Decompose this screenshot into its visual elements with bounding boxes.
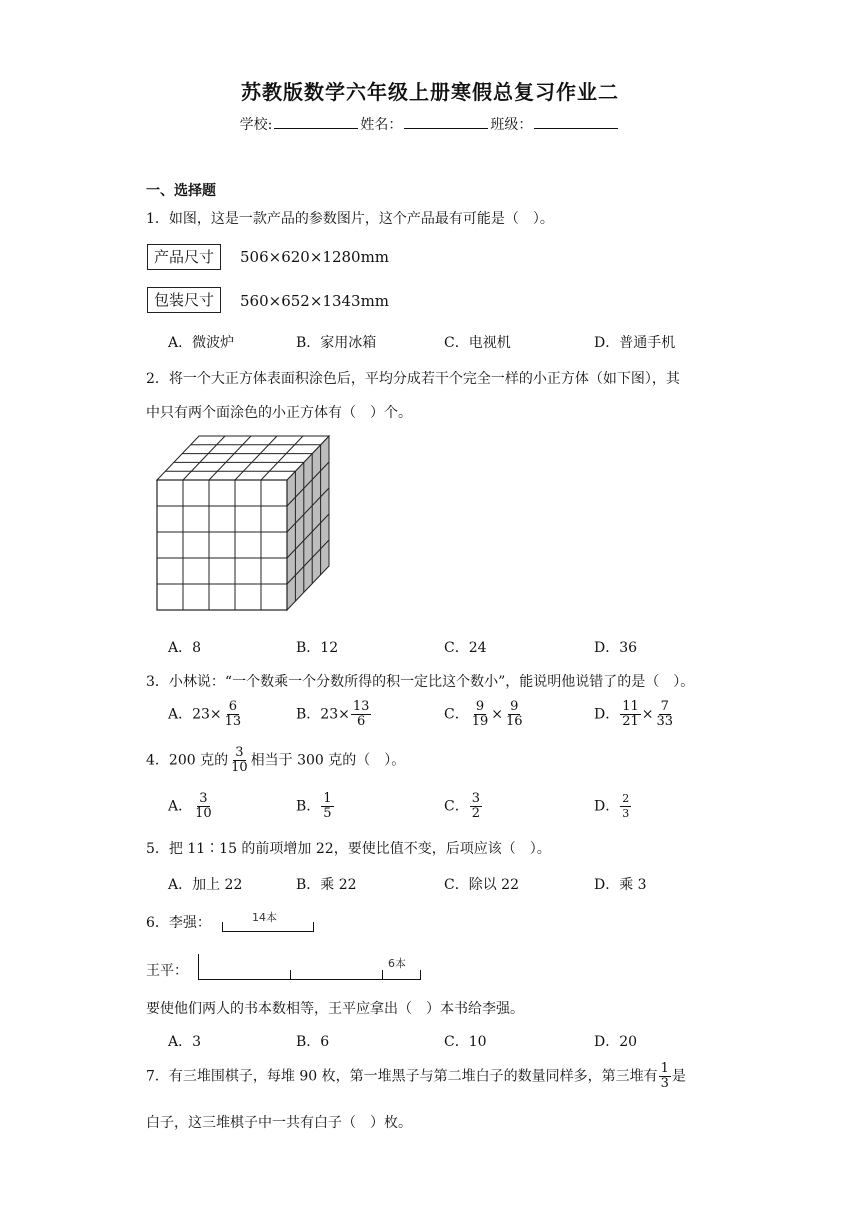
- q4-c-prefix: C．: [444, 798, 469, 815]
- numerator: 1: [323, 791, 332, 806]
- cube-figure: [150, 432, 340, 614]
- section-title: 一、选择题: [146, 183, 216, 199]
- numerator: 3: [235, 745, 244, 760]
- q1-option-b[interactable]: B．家用冰箱: [296, 335, 377, 351]
- q6-option-b[interactable]: B．6: [296, 1034, 330, 1050]
- times-sign: ×: [641, 706, 654, 723]
- numerator: 2: [622, 792, 630, 805]
- class-label: 班级：: [490, 117, 533, 133]
- q2-option-c[interactable]: C．24: [444, 640, 487, 656]
- question-6-text: 要使他们两人的书本数相等，王平应拿出（ ）本书给李强。: [146, 1001, 524, 1017]
- q4-a-prefix: A．: [168, 798, 193, 815]
- denominator: 10: [195, 806, 212, 821]
- q7-fraction: [659, 1062, 671, 1091]
- q4-c-fraction: [470, 792, 482, 821]
- q3-option-a[interactable]: [168, 700, 244, 729]
- q4-d-prefix: D．: [594, 798, 620, 815]
- q4-text-a: 4．200 克的: [146, 752, 229, 769]
- q5-option-b[interactable]: B．乘 22: [296, 877, 357, 893]
- q4-b-prefix: B．: [296, 798, 321, 815]
- denominator: 2: [471, 806, 480, 821]
- denominator: 33: [656, 714, 674, 729]
- times-sign: ×: [491, 706, 503, 723]
- q1-option-c[interactable]: C．电视机: [444, 335, 511, 351]
- q3-b-fraction: [351, 700, 372, 729]
- question-2-line-2: 中只有两个面涂色的小正方体有（ ）个。: [146, 405, 412, 421]
- name-blank[interactable]: [404, 114, 488, 129]
- q5-option-a[interactable]: A．加上 22: [168, 877, 243, 893]
- question-4-text: [146, 746, 405, 775]
- numerator: 9: [475, 699, 485, 714]
- q5-option-c[interactable]: C．除以 22: [444, 877, 519, 893]
- q3-b-prefix: B．23×: [296, 706, 350, 723]
- q1-option-a[interactable]: A．微波炉: [168, 335, 235, 351]
- student-info-line: [0, 114, 860, 134]
- wang-bar-end-tick: [420, 970, 421, 980]
- page-title: 苏教版数学六年级上册寒假总复习作业二: [241, 80, 619, 104]
- wang-bar-mid-tick: [382, 970, 383, 980]
- q6-option-c[interactable]: C．10: [444, 1034, 487, 1050]
- wang-bar-start-tick: [198, 954, 199, 980]
- q6-option-a[interactable]: A．3: [168, 1034, 202, 1050]
- numerator: 3: [199, 791, 208, 806]
- q3-d-fraction-1: [620, 700, 641, 729]
- q3-c-fraction-1: [470, 700, 491, 729]
- q3-a-prefix: A．23×: [168, 706, 222, 723]
- q4-text-b: 相当于 300 克的（ ）。: [250, 752, 406, 769]
- wang-segment-bar: [198, 970, 420, 980]
- q7-text-b: 是: [671, 1068, 686, 1085]
- q4-option-c[interactable]: [444, 792, 483, 821]
- q3-option-d[interactable]: [594, 700, 676, 729]
- q4-option-b[interactable]: [296, 792, 335, 821]
- denominator: 21: [622, 714, 639, 729]
- wang-book-count-tag: 6本: [388, 957, 406, 970]
- li-bar-start-tick: [222, 922, 223, 932]
- denominator: 19: [471, 714, 489, 729]
- wang-bar-mid-tick: [290, 970, 291, 980]
- question-1-text: 1．如图，这是一款产品的参数图片，这个产品最有可能是（ ）。: [146, 211, 554, 227]
- denominator: 3: [622, 807, 630, 820]
- q4-b-fraction: [321, 792, 333, 821]
- q6-option-d[interactable]: D．20: [594, 1034, 638, 1050]
- q3-option-c[interactable]: [444, 700, 526, 729]
- numerator: 1: [660, 1061, 669, 1076]
- q1-option-d[interactable]: D．普通手机: [594, 335, 676, 351]
- q4-fraction: [229, 746, 250, 775]
- q3-d-fraction-2: [655, 700, 676, 729]
- denominator: 5: [323, 806, 332, 821]
- denominator: 3: [660, 1076, 669, 1091]
- q3-d-prefix: D．: [594, 706, 620, 723]
- school-label: 学校:: [239, 117, 273, 133]
- question-3-text: 3．小林说：“一个数乘一个分数所得的积一定比这个数小”，能说明他说错了的是（ ）。: [146, 674, 695, 690]
- question-5-text: 5．把 11∶15 的前项增加 22，要使比值不变，后项应该（ ）。: [146, 841, 551, 857]
- product-size-value: 506×620×1280mm: [240, 248, 390, 266]
- denominator: 16: [506, 714, 523, 729]
- q4-option-d[interactable]: [594, 792, 632, 821]
- question-2-line-1: 2．将一个大正方体表面积涂色后，平均分成若干个完全一样的小正方体（如下图），其: [146, 371, 680, 387]
- q4-d-fraction: [620, 792, 631, 821]
- denominator: 10: [231, 760, 248, 775]
- q7-text-a: 7．有三堆围棋子，每堆 90 枚，第一堆黑子与第二堆白子的数量同样多，第三堆有: [146, 1068, 658, 1085]
- q3-c-prefix: C．: [444, 706, 469, 723]
- numerator: 13: [352, 699, 370, 714]
- q2-option-d[interactable]: D．36: [594, 640, 638, 656]
- q6-li-label: 6．李强：: [146, 915, 211, 931]
- package-size-value: 560×652×1343mm: [240, 292, 390, 310]
- numerator: 7: [660, 699, 669, 714]
- li-book-count-tag: 14本: [252, 911, 277, 924]
- q4-a-fraction: [193, 792, 214, 821]
- numerator: 6: [228, 699, 238, 714]
- q3-c-fraction-2: [504, 700, 525, 729]
- denominator: 6: [356, 714, 366, 729]
- li-segment-bar: [222, 922, 314, 932]
- numerator: 3: [471, 791, 480, 806]
- numerator: 9: [510, 699, 519, 714]
- package-size-label: 包装尺寸: [147, 287, 221, 313]
- q3-option-b[interactable]: [296, 700, 372, 729]
- class-blank[interactable]: [534, 114, 618, 129]
- q3-a-fraction: [223, 700, 244, 729]
- numerator: 11: [622, 699, 639, 714]
- q2-option-b[interactable]: B．12: [296, 640, 339, 656]
- school-blank[interactable]: [274, 114, 358, 129]
- denominator: 13: [224, 714, 242, 729]
- q2-option-a[interactable]: A．8: [168, 640, 202, 656]
- q6-wang-label: 王平：: [146, 963, 188, 979]
- q5-option-d[interactable]: D．乘 3: [594, 877, 647, 893]
- name-label: 姓名：: [360, 117, 403, 133]
- q4-option-a[interactable]: [168, 792, 215, 821]
- li-bar-end-tick: [313, 922, 314, 932]
- question-7-line-1: [146, 1062, 686, 1091]
- product-size-label: 产品尺寸: [147, 244, 221, 270]
- question-7-line-2: 白子，这三堆棋子中一共有白子（ ）枚。: [146, 1115, 412, 1131]
